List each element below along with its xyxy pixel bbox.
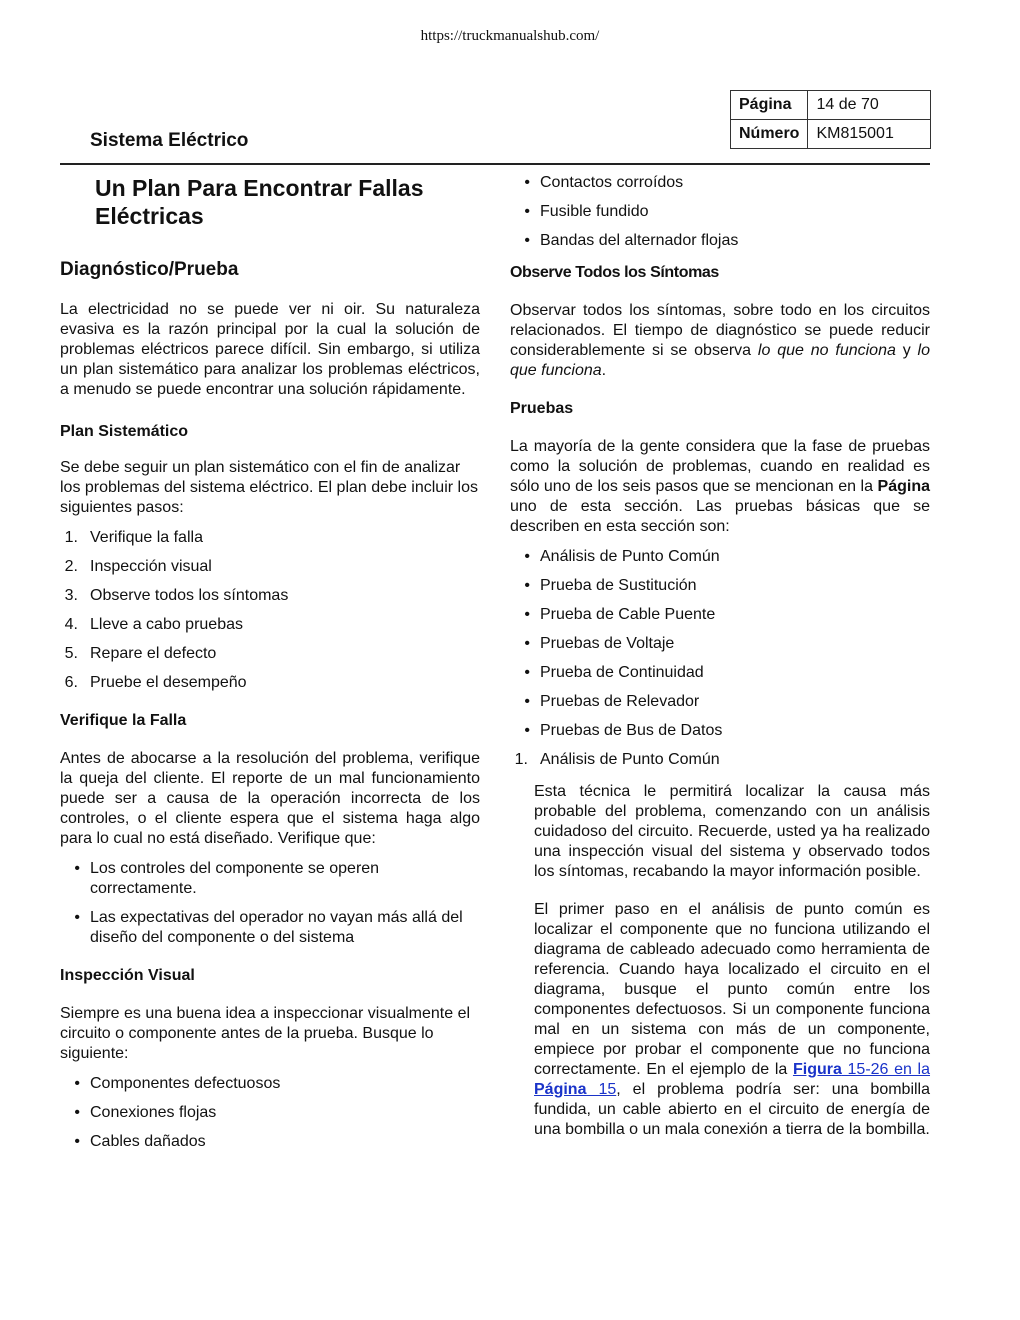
- step-number: 2.: [64, 558, 78, 575]
- common-point-section: [534, 782, 930, 1140]
- visual-paragraph: Siempre es una buena idea a inspeccionar visualmente el circuito o componente antes de la prueba. Busque lo siguiente:: [60, 1005, 471, 1062]
- verify-list: [60, 859, 480, 948]
- step-text: Verifique la falla: [90, 529, 203, 546]
- list-item: [510, 634, 930, 654]
- meta-row-page: [731, 91, 931, 120]
- heading-tests: Pruebas: [510, 400, 574, 417]
- list-item: [60, 586, 480, 606]
- list-item: [510, 547, 930, 567]
- link-text[interactable]: 15: [586, 1081, 617, 1098]
- text-run: y: [895, 342, 918, 359]
- meta-row-number: [731, 120, 931, 149]
- steps-list: [60, 528, 480, 693]
- first-step-paragraph: [534, 900, 930, 1140]
- list-item: [60, 908, 480, 948]
- link-text[interactable]: Página: [534, 1081, 587, 1098]
- bullet-icon: •: [74, 1104, 80, 1121]
- list-item: [60, 859, 480, 899]
- tests-list: [510, 547, 930, 741]
- text-run: lo que funciona: [510, 342, 930, 379]
- bullet-icon: •: [74, 860, 80, 877]
- list-item: [510, 663, 930, 683]
- plan-paragraph: Se debe seguir un plan sistemático con el fin de analizar los problemas del sistema eléctrico. El plan debe incluir los siguientes pasos:: [60, 459, 478, 516]
- step-text: Observe todos los síntomas: [90, 587, 289, 604]
- item-text: Las expectativas del operador no vayan más allá del diseño del componente o del sistema: [90, 909, 463, 946]
- list-item: [60, 1074, 480, 1094]
- bullet-icon: •: [524, 174, 530, 191]
- item-text: Análisis de Punto Común: [540, 548, 720, 565]
- page-meta-table: [730, 90, 931, 149]
- section-title: Sistema Eléctrico: [90, 130, 249, 151]
- heading-observe-symptoms: Observe Todos los Síntomas: [510, 264, 719, 281]
- step-number: 3.: [64, 587, 78, 604]
- item-text: Prueba de Continuidad: [540, 664, 704, 681]
- item-text: Prueba de Sustitución: [540, 577, 697, 594]
- symptoms-paragraph: [510, 301, 930, 381]
- step-number: 6.: [64, 674, 78, 691]
- heading-verify-fault: Verifique la Falla: [60, 712, 187, 729]
- text-run: lo que no funciona: [757, 342, 896, 359]
- source-url: https://truckmanualshub.com/: [420, 28, 600, 44]
- bullet-icon: •: [524, 606, 530, 623]
- bullet-icon: •: [524, 203, 530, 220]
- item-number: 1.: [514, 751, 528, 768]
- list-item: [60, 528, 480, 548]
- technique-paragraph: Esta técnica le permitirá localizar la causa más probable del problema, comenzando con un análisis cuidadoso del circuito. Recuerde, usted ya ha realizado una inspección visual del sistema y observado todos los síntomas, recabando la mayor información posible.: [534, 783, 930, 880]
- list-item: [60, 1103, 480, 1123]
- step-text: Pruebe el desempeño: [90, 674, 247, 691]
- list-item: [510, 173, 930, 193]
- meta-value: KM815001: [808, 120, 931, 149]
- step-number: 4.: [64, 616, 78, 633]
- list-item: [60, 673, 480, 693]
- right-column: [510, 171, 930, 1140]
- bullet-icon: •: [524, 577, 530, 594]
- step-text: Lleve a cabo pruebas: [90, 616, 243, 633]
- step-number: 1.: [64, 529, 78, 546]
- numbered-test-list: [510, 750, 930, 770]
- item-text: Bandas del alternador flojas: [540, 232, 739, 249]
- item-text: Conexiones flojas: [90, 1104, 217, 1121]
- list-item: [510, 605, 930, 625]
- heading-visual-inspection: Inspección Visual: [60, 967, 195, 984]
- bullet-icon: •: [524, 548, 530, 565]
- visual-list: [60, 1074, 480, 1152]
- item-text: Componentes defectuosos: [90, 1075, 281, 1092]
- step-number: 5.: [64, 645, 78, 662]
- item-text: Cables dañados: [90, 1133, 206, 1150]
- document-title: [95, 174, 480, 230]
- left-column: [60, 171, 480, 1161]
- text-run: .: [601, 362, 607, 379]
- item-text: Pruebas de Relevador: [540, 693, 700, 710]
- text-run: Página: [877, 478, 930, 495]
- bullet-icon: •: [74, 1133, 80, 1150]
- item-text: Pruebas de Voltaje: [540, 635, 675, 652]
- inspection-continued-list: [510, 173, 930, 251]
- list-item: [510, 231, 930, 251]
- meta-value: 14 de 70: [808, 91, 931, 120]
- step-text: Repare el defecto: [90, 645, 217, 662]
- item-text: Fusible fundido: [540, 203, 649, 220]
- text-run: El primer paso en el análisis de punto común es localizar el componente que no funciona utilizando el diagrama de cableado adecuado como herramienta de referencia. Cuando haya localizado el circuito en el diagrama, busque el punto común entre los componentes defectuosos. Si un componente funciona mal en un sistema con más de un componente, empiece por probar el componente que no funciona correctamente. En el ejemplo de la: [534, 901, 930, 1078]
- item-text: Contactos corroídos: [540, 174, 684, 191]
- list-item: [510, 692, 930, 712]
- list-item: [510, 576, 930, 596]
- bullet-icon: •: [524, 664, 530, 681]
- link-text[interactable]: 15-26 en la: [841, 1061, 931, 1078]
- heading-systematic-plan: Plan Sistemático: [60, 423, 189, 440]
- verify-paragraph: Antes de abocarse a la resolución del problema, verifique la queja del cliente. El reporte de un mal funcionamiento puede ser a causa de la operación incorrecta de los controles, o el cliente espera que el sistema haga algo para lo cual no está diseñado. Verifique que:: [60, 750, 480, 847]
- heading-diagnostic: Diagnóstico/Prueba: [60, 259, 239, 280]
- intro-paragraph: La electricidad no se puede ver ni oir. Su naturaleza evasiva es la razón principal por la cual la solución de problemas eléctricos parece difícil. Sin embargo, si utiliza un plan sistemático para analizar los problemas eléctricos, a menudo se puede encontrar una solución rápidamente.: [60, 301, 480, 398]
- text-run: Observar todos los síntomas, sobre todo en los circuitos relacionados. El tiempo de diagnóstico se puede reducir considerablemente si se observa: [510, 302, 930, 359]
- item-text: Prueba de Cable Puente: [540, 606, 716, 623]
- bullet-icon: •: [524, 722, 530, 739]
- bullet-icon: •: [524, 232, 530, 249]
- item-text: Análisis de Punto Común: [540, 751, 720, 768]
- step-text: Inspección visual: [90, 558, 212, 575]
- list-item: [510, 202, 930, 222]
- item-text: Pruebas de Bus de Datos: [540, 722, 723, 739]
- meta-label: Número: [731, 120, 808, 149]
- list-item: [60, 644, 480, 664]
- item-text: Los controles del componente se operen correctamente.: [90, 860, 380, 897]
- list-item: [510, 750, 930, 770]
- list-item: [60, 557, 480, 577]
- bullet-icon: •: [74, 909, 80, 926]
- text-run: uno de esta sección. Las pruebas básicas que se describen en esta sección son:: [510, 498, 930, 535]
- text-run: , el problema podría ser: una bombilla fundida, un cable abierto en el circuito de energía de una bombilla o un mala conexión a tierra de la bombilla.: [534, 1081, 931, 1138]
- list-item: [510, 721, 930, 741]
- title-line-1: Un Plan Para Encontrar Fallas: [95, 175, 424, 201]
- meta-label: Página: [731, 91, 808, 120]
- bullet-icon: •: [524, 693, 530, 710]
- tests-paragraph: [510, 437, 930, 537]
- bullet-icon: •: [74, 1075, 80, 1092]
- title-line-2: Eléctricas: [95, 203, 204, 229]
- list-item: [60, 1132, 480, 1152]
- bullet-icon: •: [524, 635, 530, 652]
- text-run: La mayoría de la gente considera que la fase de pruebas como la solución de problemas, cuando en realidad es sólo uno de los seis pasos que se mencionan en la: [510, 438, 930, 495]
- list-item: [60, 615, 480, 635]
- header-divider: [60, 163, 930, 165]
- link-text[interactable]: Figura: [792, 1061, 842, 1078]
